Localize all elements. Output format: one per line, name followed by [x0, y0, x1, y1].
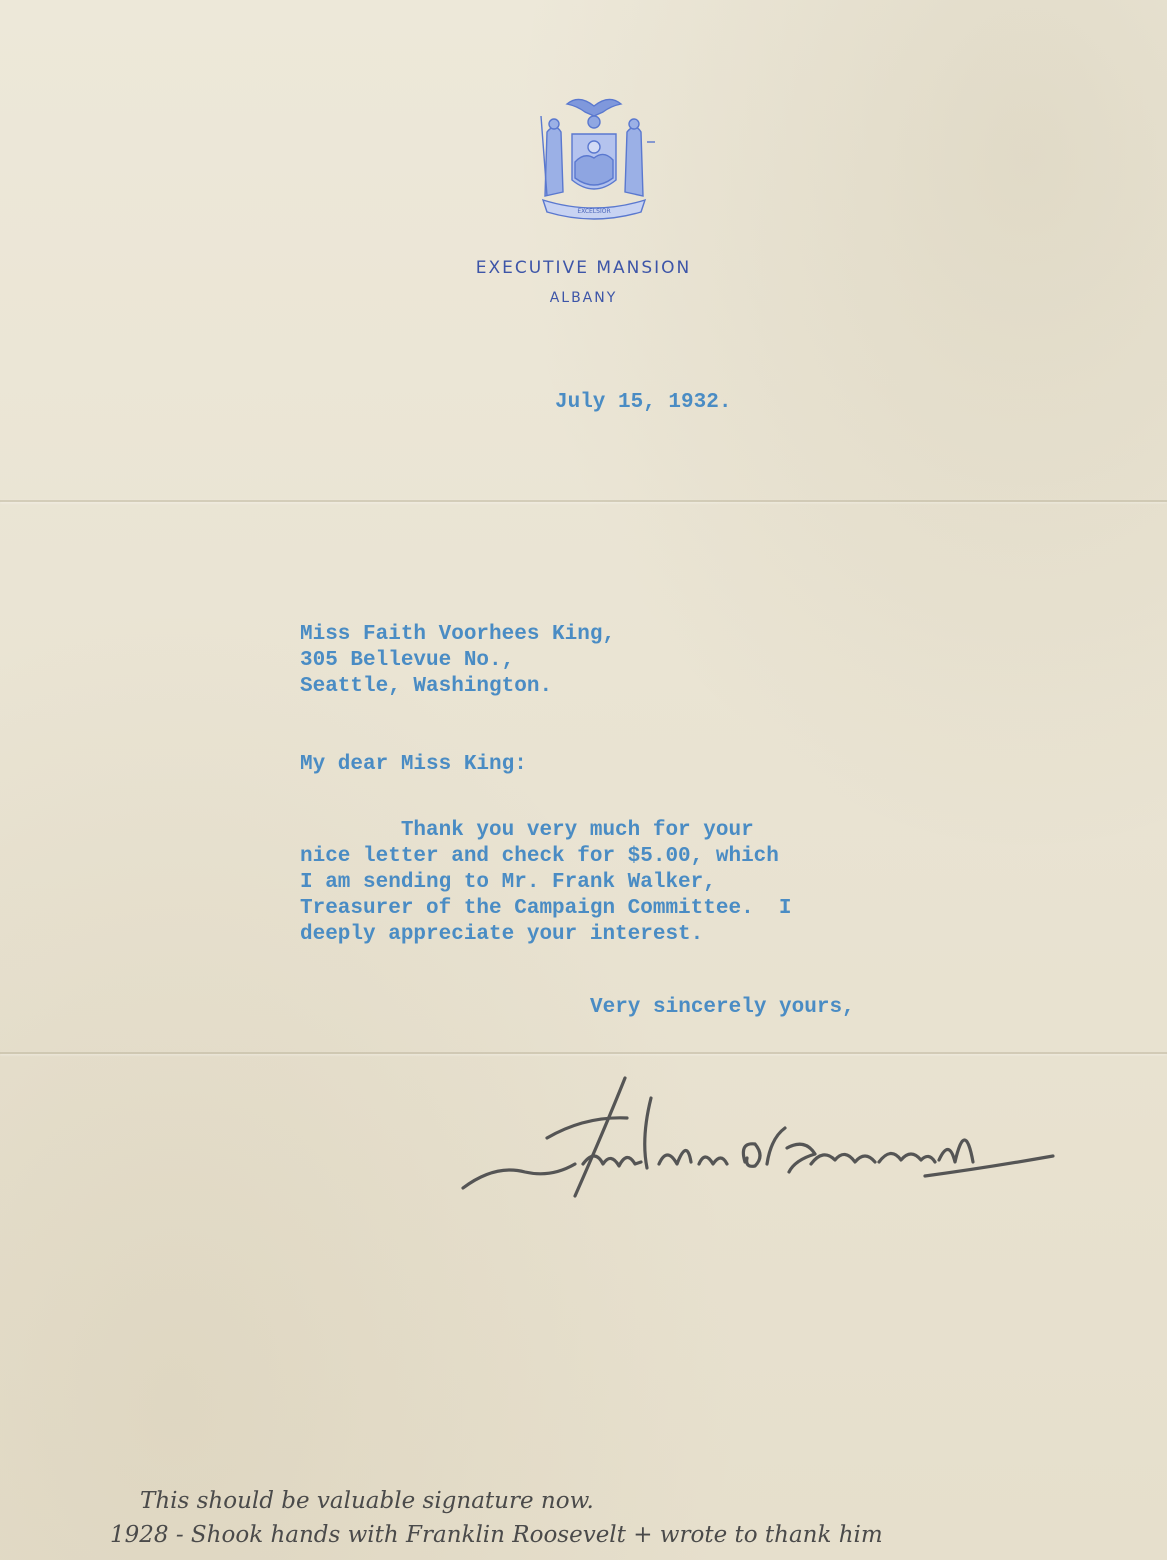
- salutation: My dear Miss King:: [300, 753, 527, 776]
- recipient-city: Seattle, Washington.: [300, 675, 553, 698]
- handwritten-note-line: This should be valuable signature now.: [140, 1488, 594, 1514]
- signature-icon: [455, 1068, 1055, 1208]
- fold-line: [0, 1052, 1167, 1054]
- handwritten-note-line: 1928 - Shook hands with Franklin Roosevelt + wrote to thank him: [110, 1522, 883, 1548]
- closing: Very sincerely yours,: [590, 996, 855, 1019]
- state-seal-icon: [517, 92, 671, 224]
- fold-line: [0, 500, 1167, 502]
- body-line: Thank you very much for your: [300, 819, 754, 842]
- letterhead-city: ALBANY: [549, 290, 618, 306]
- body-line: I am sending to Mr. Frank Walker,: [300, 871, 716, 894]
- letterhead-title: EXECUTIVE MANSION: [475, 258, 692, 278]
- letter-date: July 15, 1932.: [555, 391, 732, 414]
- recipient-street: 305 Bellevue No.,: [300, 649, 515, 672]
- body-line: nice letter and check for $5.00, which: [300, 845, 779, 868]
- svg-text:EXCELSIOR: EXCELSIOR: [577, 208, 611, 215]
- recipient-name: Miss Faith Voorhees King,: [300, 623, 616, 646]
- body-line: deeply appreciate your interest.: [300, 923, 704, 946]
- body-line: Treasurer of the Campaign Committee. I: [300, 897, 792, 920]
